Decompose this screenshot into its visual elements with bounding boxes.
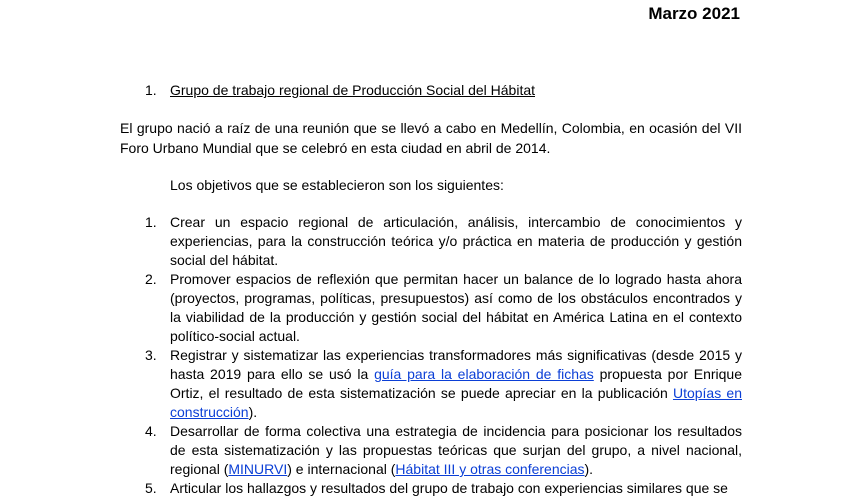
objectives-list: [145, 213, 742, 498]
list-item-number: 1.: [145, 214, 157, 230]
list-item-text: Articular los hallazgos y resultados del grupo de trabajo con experiencias similares que se: [170, 480, 728, 496]
list-item-text: [170, 346, 742, 422]
list-item-text: Promover espacios de reflexión que permitan hacer un balance de lo logrado hasta ahora (proyectos, programas, políticas, presupuestos) así como de los obstáculos encontrados y la viabilidad de la producción y gestión social del hábitat en América Latina en el contexto político-social actual.: [170, 271, 742, 344]
intro-paragraph: El grupo nació a raíz de una reunión que se llevó a cabo en Medellín, Colombia, en ocasión del VII Foro Urbano Mundial que se celebró en esta ciudad en abril de 2014.: [120, 120, 742, 156]
list-item-text-part: ) e internacional (: [287, 461, 396, 477]
list-item-text: Crear un espacio regional de articulación, análisis, intercambio de conocimientos y experiencias, para la construcción teórica y/o práctica en materia de producción y gestión social del hábitat.: [170, 214, 742, 268]
list-item: [145, 422, 742, 479]
list-item-text-part: ).: [248, 404, 258, 420]
utopias-publication-link[interactable]: Utopías en construcción: [170, 385, 742, 420]
section-number: 1.: [145, 82, 157, 98]
list-item: [145, 346, 742, 422]
section-heading: [145, 80, 535, 100]
fichas-guide-link[interactable]: guía para la elaboración de fichas: [374, 366, 594, 382]
list-item-text-part: Desarrollar de forma colectiva una estrategia de incidencia para posicionar los resultados de esta sistematización y las propuestas teóricas que surjan del grupo, a nivel nacional, regional (: [170, 423, 742, 477]
list-item-number: 4.: [145, 423, 157, 439]
list-item-text-part: propuesta por Enrique Ortiz, el resultado de esta sistematización se puede apreciar en la publicación: [170, 366, 742, 401]
list-item: [145, 270, 742, 346]
section-title: Grupo de trabajo regional de Producción Social del Hábitat: [170, 82, 536, 98]
list-item-number: 3.: [145, 347, 157, 363]
list-item-text-part: ).: [584, 461, 594, 477]
habitat-iii-link[interactable]: Hábitat III y otras conferencias: [395, 461, 585, 477]
minurvi-link[interactable]: MINURVI: [228, 461, 288, 477]
list-item-text-part: Registrar y sistematizar las experiencias transformadores más significativas (desde 2015 y hasta 2019 para ello se usó la: [170, 347, 742, 382]
list-item: [145, 479, 742, 498]
document-date: Marzo 2021: [648, 4, 740, 23]
list-item-number: 2.: [145, 271, 157, 287]
list-item-text: [170, 422, 742, 479]
objectives-heading: Los objetivos que se establecieron son los siguientes:: [170, 177, 504, 193]
list-item: [145, 213, 742, 270]
list-item-number: 5.: [145, 480, 157, 496]
